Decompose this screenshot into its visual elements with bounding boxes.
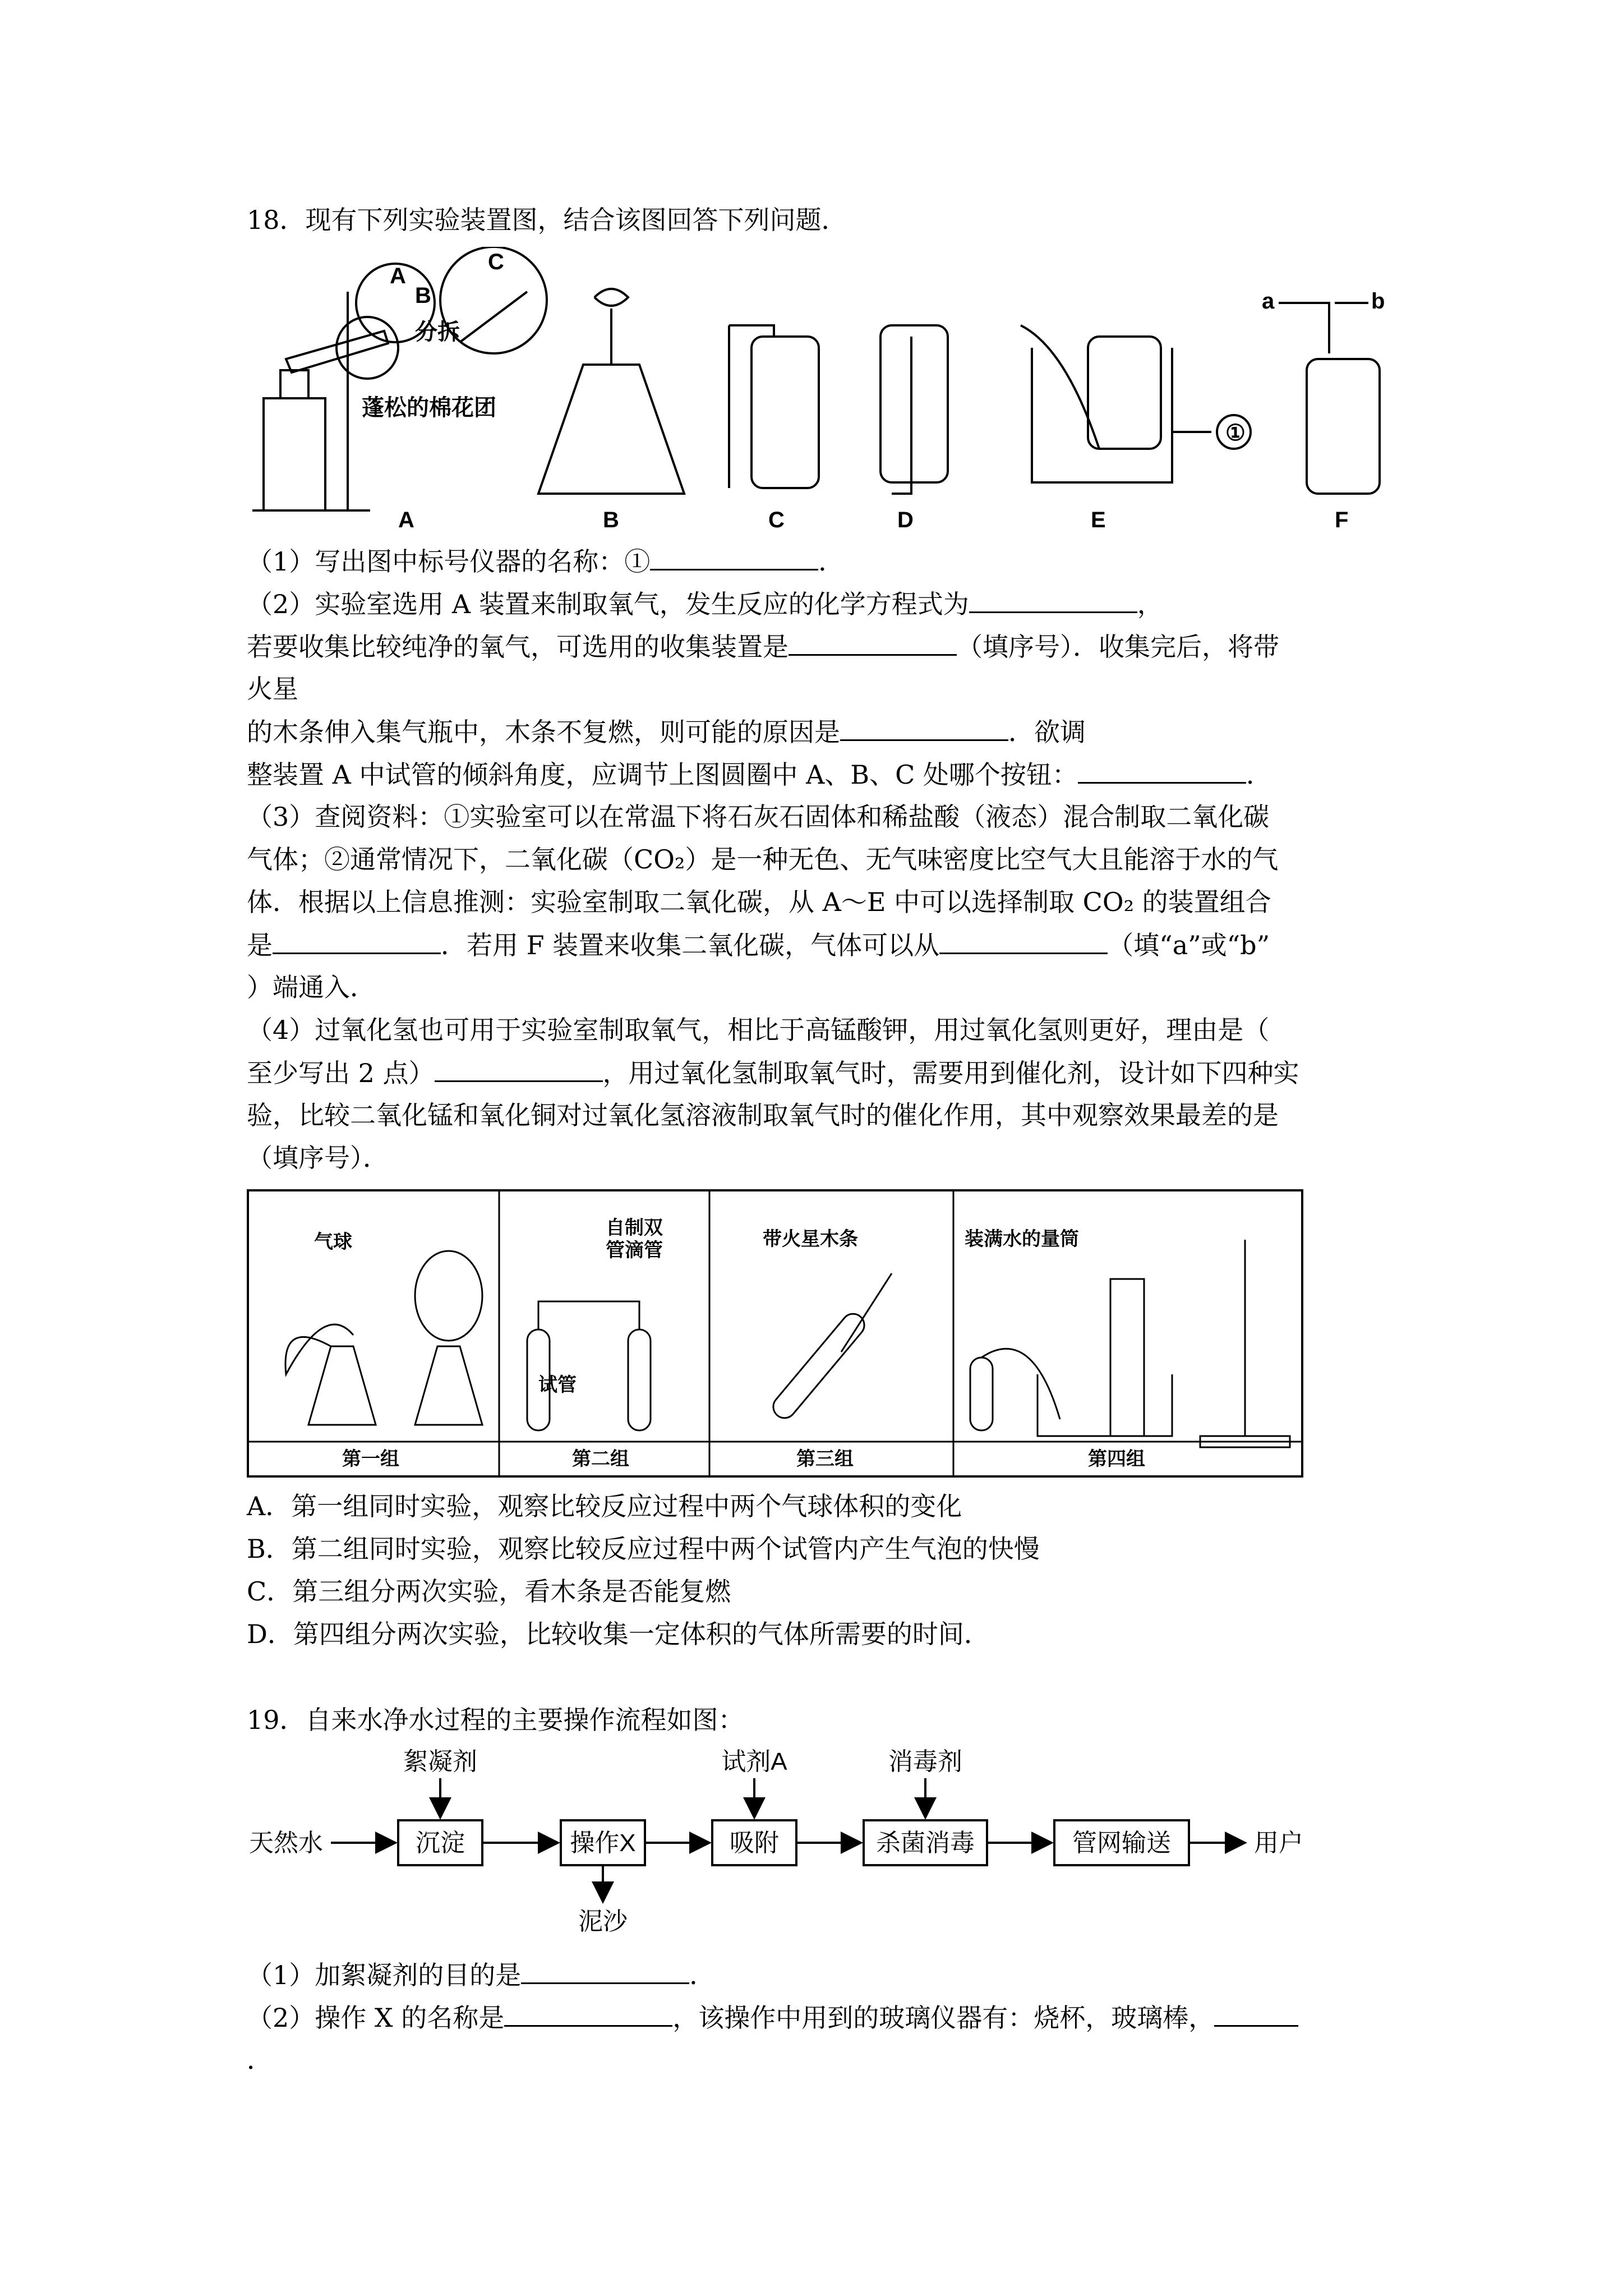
apparatus-figure-1 [247, 247, 1396, 533]
water-treatment-flowchart [247, 1745, 1312, 1947]
q18-p5 [247, 715, 1086, 749]
answer-blank[interactable] [435, 1056, 603, 1082]
answer-blank[interactable] [789, 629, 957, 656]
text: ， [1137, 589, 1163, 619]
text: ，该操作中用到的玻璃仪器有：烧杯，玻璃棒， [672, 2003, 1215, 2033]
port-a-label: a [1262, 289, 1275, 314]
text: ． [818, 546, 845, 577]
flow-add-reagent: 试剂A [721, 1748, 787, 1775]
flow-step-1: 沉淀 [416, 1829, 465, 1857]
answer-blank[interactable] [1214, 2000, 1298, 2027]
lens-label-b: B [415, 283, 431, 308]
option-c[interactable]: C．第三组分两次实验，看木条是否能复燃 [247, 1576, 731, 1607]
flow-step-5: 管网输送 [1072, 1829, 1171, 1857]
option-d[interactable]: D．第四组分两次实验，比较收集一定体积的气体所需要的时间． [247, 1619, 990, 1649]
q19-p1 [247, 1958, 715, 1992]
splint-label: 带火星木条 [763, 1228, 858, 1250]
q18-p2 [247, 587, 1163, 621]
q18-p10 [247, 928, 1270, 962]
text: ．欲调 [1008, 717, 1086, 747]
flow-add-disinfectant: 消毒剂 [888, 1748, 962, 1775]
flow-end: 用户 [1254, 1829, 1303, 1857]
group-2-label: 第二组 [572, 1448, 629, 1470]
group-4-label: 第四组 [1088, 1448, 1145, 1470]
text: 至少写出 2 点） [247, 1058, 435, 1088]
q18-stem: 18．现有下列实验装置图，结合该图回答下列问题． [247, 205, 847, 235]
split-label: 分拆 [415, 320, 460, 344]
answer-blank[interactable] [840, 715, 1008, 741]
label-F: F [1335, 508, 1349, 532]
label-A: A [398, 508, 414, 532]
catalyst-experiment-figure [247, 1189, 1312, 1481]
answer-blank[interactable] [969, 587, 1137, 613]
dropper-label-2: 管滴管 [606, 1240, 663, 1261]
text: （填序号）．收集完后，将带 [957, 632, 1279, 662]
text: 若要收集比较纯净的氧气，可选用的收集装置是 [247, 632, 789, 662]
q18-p3 [247, 629, 1279, 664]
text: 的木条伸入集气瓶中，木条不复燃，则可能的原因是 [247, 717, 840, 747]
lens-label-c: C [488, 250, 504, 274]
ref-label: ① [1225, 421, 1246, 445]
q18-p9: 体．根据以上信息推测：实验室制取二氧化碳，从 A～E 中可以选择制取 CO₂ 的装置组合 [247, 887, 1271, 917]
q18-p14: 验，比较二氧化锰和氧化铜对过氧化氢溶液制取氧气时的催化作用，其中观察效果最差的是 [247, 1100, 1279, 1130]
option-a[interactable]: A．第一组同时实验，观察比较反应过程中两个气球体积的变化 [247, 1491, 962, 1521]
q18-p1 [247, 544, 844, 578]
balloon-label: 气球 [314, 1231, 352, 1253]
answer-blank[interactable] [1078, 757, 1246, 784]
answer-blank[interactable] [650, 544, 818, 570]
text: （1）写出图中标号仪器的名称：① [247, 546, 651, 577]
q18-p4: 火星 [247, 674, 298, 704]
flow-step-2: 操作X [570, 1829, 636, 1857]
label-B: B [603, 508, 619, 532]
q18-p15: （填序号）． [247, 1143, 389, 1173]
answer-blank[interactable] [939, 928, 1108, 954]
flow-step-4: 杀菌消毒 [876, 1829, 975, 1857]
flow-step-3: 吸附 [730, 1829, 779, 1857]
label-E: E [1091, 508, 1106, 532]
q18-p6 [247, 757, 1272, 792]
group-3-label: 第三组 [796, 1448, 854, 1470]
text: （填“a”或“b” [1108, 930, 1270, 960]
option-b[interactable]: B．第二组同时实验，观察比较反应过程中两个试管内产生气泡的快慢 [247, 1534, 1040, 1564]
q18-p12: （4）过氧化氢也可用于实验室制取氧气，相比于高锰酸钾，用过氧化氢则更好，理由是（ [247, 1015, 1270, 1045]
answer-blank[interactable] [521, 1958, 689, 1984]
q18-p8: 气体；②通常情况下，二氧化碳（CO₂）是一种无色、无气味密度比空气大且能溶于水的气 [247, 844, 1279, 875]
label-D: D [897, 508, 914, 532]
text: （1）加絮凝剂的目的是 [247, 1960, 522, 1990]
text: ． [689, 1960, 716, 1990]
answer-blank[interactable] [504, 2000, 672, 2027]
text: ．若用 F 装置来收集二氧化碳，气体可以从 [441, 930, 940, 960]
cotton-label: 蓬松的棉花团 [362, 395, 496, 420]
text: 是 [247, 930, 273, 960]
q18-p11: ）端通入． [247, 972, 376, 1002]
flow-add-flocculant: 絮凝剂 [403, 1748, 477, 1775]
port-b-label: b [1371, 289, 1385, 314]
q19-stem: 19．自来水净水过程的主要操作流程如图： [247, 1705, 744, 1735]
text: 整装置 A 中试管的倾斜角度，应调节上图圆圈中 A、B、C 处哪个按钮： [247, 760, 1078, 790]
q19-p3: ． [247, 2045, 273, 2075]
dropper-label-1: 自制双 [606, 1217, 663, 1239]
q18-p7: （3）查阅资料：①实验室可以在常温下将石灰石固体和稀盐酸（液态）混合制取二氧化碳 [247, 802, 1270, 832]
text: （2）实验室选用 A 装置来制取氧气，发生反应的化学方程式为 [247, 589, 969, 619]
cylinder-label: 装满水的量筒 [965, 1228, 1079, 1250]
text: ，用过氧化氢制取氧气时，需要用到催化剂，设计如下四种实 [602, 1058, 1299, 1088]
flow-output-sediment: 泥沙 [578, 1908, 628, 1935]
text: ． [1246, 760, 1272, 790]
group-1-label: 第一组 [342, 1448, 399, 1470]
answer-blank[interactable] [273, 928, 441, 954]
label-C: C [768, 508, 785, 532]
q19-p2 [247, 2000, 1298, 2035]
test-tube-label: 试管 [538, 1374, 577, 1396]
text: （2）操作 X 的名称是 [247, 2003, 505, 2033]
flow-source: 天然水 [249, 1829, 323, 1857]
q18-p13 [247, 1056, 1299, 1090]
lens-label-a: A [390, 264, 406, 288]
